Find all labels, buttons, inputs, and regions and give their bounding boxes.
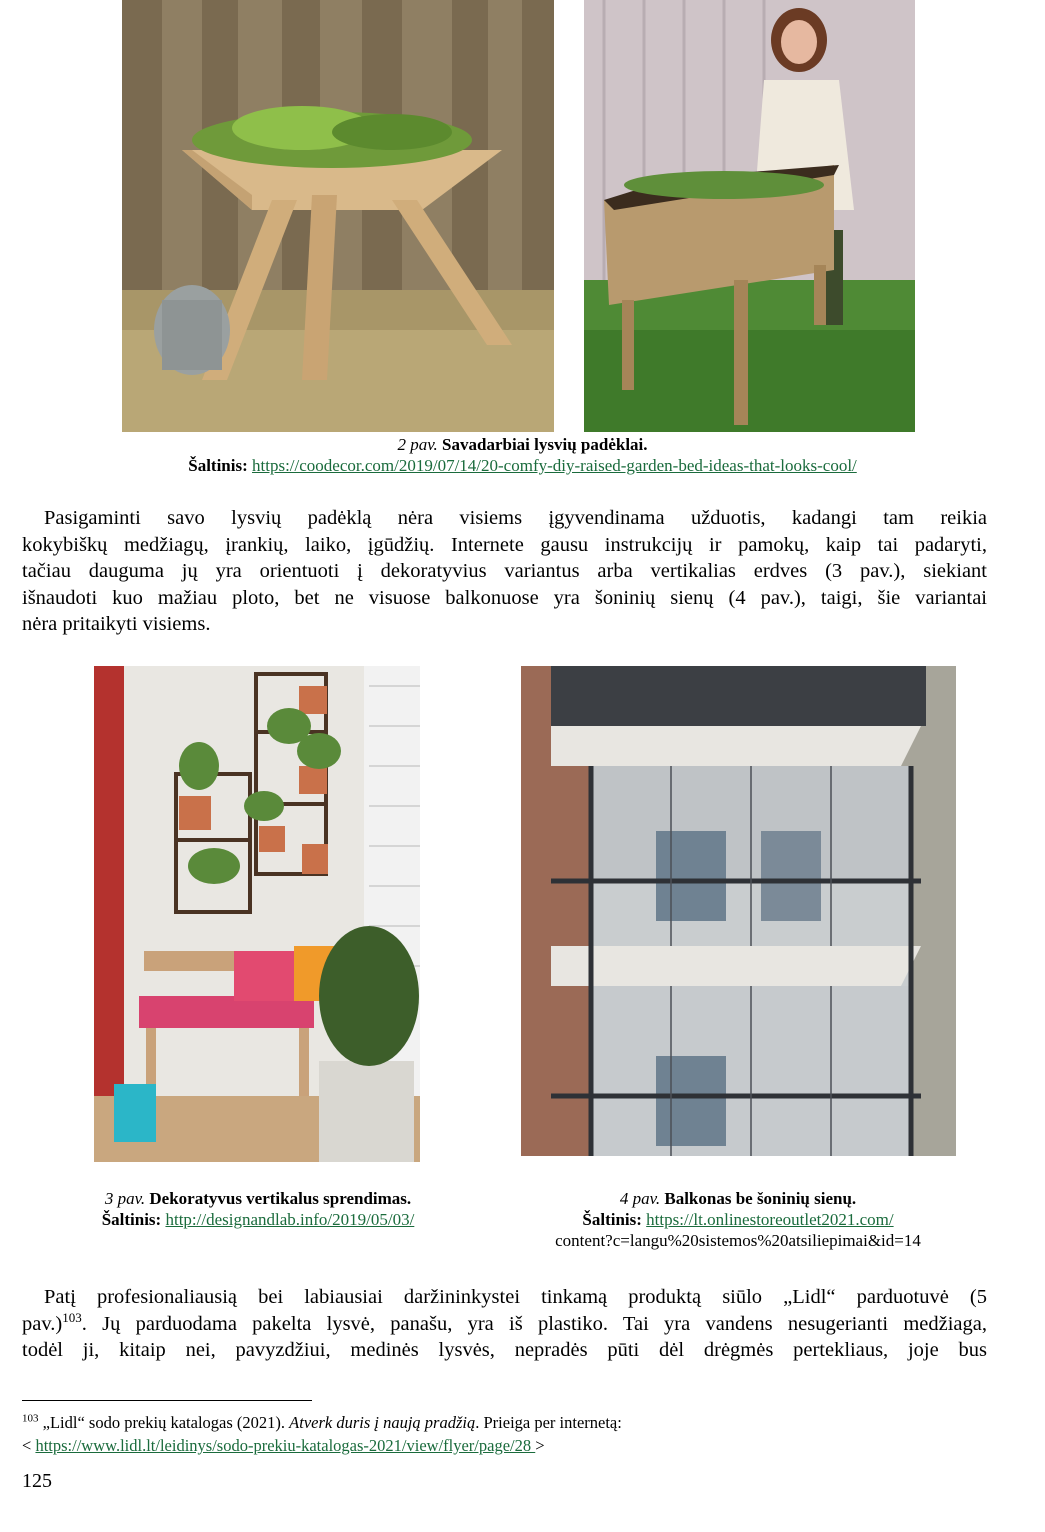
paragraph-1-line: kokybiškų medžiagų, įrankių, laiko, įgūdžių. Internete gausu instrukcijų ir pamokų, kaip tai padaryti,	[22, 533, 987, 556]
figure3-caption	[0, 1188, 516, 1230]
footnote-divider	[22, 1400, 312, 1401]
paragraph-1-line: Pasigaminti savo lysvių padėklą nėra visiems įgyvendinama užduotis, kadangi tam reikia	[44, 507, 987, 529]
figure3-caption-number: 3 pav.	[104, 1189, 146, 1208]
paragraph-2-line	[22, 1311, 987, 1338]
footnote-link-bracket: <	[22, 1436, 36, 1455]
figure2-caption	[0, 434, 1045, 476]
paragraph-1-line: tačiau dauguma jų yra orientuoti į dekoratyvius variantus arba vertikalias erdves (3 pav.), siekiant	[22, 560, 987, 582]
figure4-caption-title: Balkonas be šoninių sienų.	[664, 1189, 857, 1208]
figure3-caption-title: Dekoratyvus vertikalus sprendimas.	[149, 1189, 412, 1208]
figure4-source-link[interactable]: https://lt.onlinestoreoutlet2021.com/	[646, 1210, 894, 1229]
page-number: 125	[22, 1470, 52, 1492]
paragraph-1-line: išnaudoti kuo mažiau ploto, bet ne visuose balkonuose yra šoninių sienų (4 pav.), taigi, šie variantai	[22, 586, 987, 609]
paragraph-2-text: . Jų parduodama pakelta lysvė, panašu, yra iš plastiko. Tai yra vandens nesugerianti medžiaga,	[81, 1312, 987, 1335]
figure4-source-link-continued: content?c=langu%20sistemos%20atsiliepimai&id=14	[555, 1231, 921, 1250]
figure2-photo-left	[122, 0, 554, 432]
footnote-reference[interactable]: 103	[62, 1309, 82, 1325]
figure4-caption	[478, 1188, 998, 1251]
paragraph-1-line: nėra pritaikyti visiems.	[22, 613, 211, 635]
footnote-number: 103	[22, 1412, 39, 1425]
figure2-caption-title: Savadarbiai lysvių padėklai.	[442, 435, 648, 454]
figure4-source-label: Šaltinis:	[582, 1210, 642, 1229]
footnote-text: „Lidl“ sodo prekių katalogas (2021).	[38, 1413, 290, 1432]
figure2-caption-number: 2 pav.	[397, 435, 438, 454]
figure2-photo-right	[584, 0, 915, 432]
figure3-source-link[interactable]: http://designandlab.info/2019/05/03/	[165, 1210, 415, 1229]
footnote-title: Atverk duris į naują pradžią	[289, 1413, 476, 1432]
paragraph-2-line: todėl ji, kitaip nei, pavyzdžiui, medinės lysvės, nepradės pūti dėl drėgmės pertekliaus, joje bus	[22, 1339, 987, 1361]
figure4-caption-number: 4 pav.	[619, 1189, 661, 1208]
paragraph-2-text: pav.)	[22, 1312, 63, 1335]
paragraph-2-line: Patį profesionaliausią bei labiausiai daržininkystei tinkamą produktą siūlo „Lidl“ parduotuvė (5	[44, 1286, 987, 1308]
footnote-link-bracket: >	[535, 1436, 545, 1455]
figure2-source-label: Šaltinis:	[188, 456, 248, 475]
footnote-link[interactable]: https://www.lidl.lt/leidinys/sodo-prekiu-katalogas-2021/view/flyer/page/28	[35, 1436, 536, 1455]
figure2-source-link[interactable]: https://coodecor.com/2019/07/14/20-comfy-diy-raised-garden-bed-ideas-that-looks-cool/	[252, 456, 857, 475]
paragraph-2	[22, 1284, 987, 1364]
figure3-photo	[94, 666, 420, 1162]
footnote-text: . Prieiga per internetą:	[475, 1413, 622, 1432]
paragraph-1	[22, 505, 987, 638]
figure4-photo	[521, 666, 956, 1156]
figure3-source-label: Šaltinis:	[101, 1210, 162, 1229]
footnote	[22, 1411, 982, 1457]
